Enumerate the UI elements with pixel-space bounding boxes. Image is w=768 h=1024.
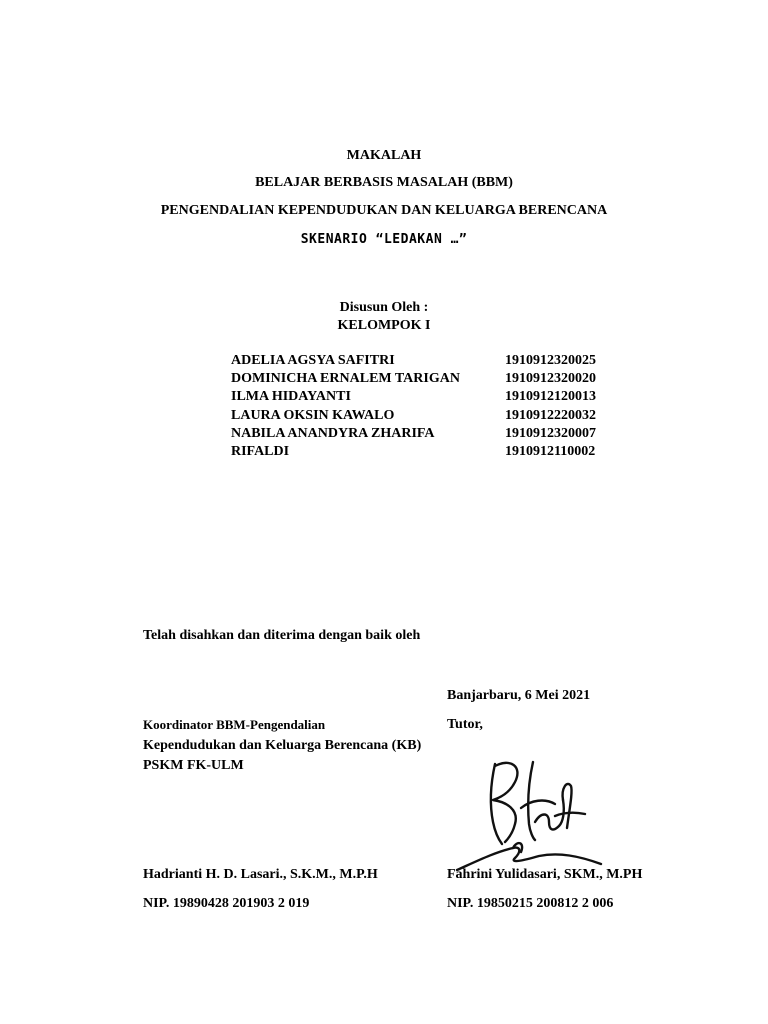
- member-nim: 1910912320020: [505, 371, 596, 387]
- member-name: RIFALDI: [231, 443, 290, 459]
- compiled-by-label: Disusun Oleh :: [339, 300, 429, 315]
- course-title: BELAJAR BERBASIS MASALAH (BBM): [255, 175, 513, 190]
- left-signatory-nip: NIP. 19890428 201903 2 019: [143, 896, 310, 911]
- signature-image: [455, 752, 605, 882]
- doc-type-title: MAKALAH: [346, 148, 422, 163]
- scenario-title: SKENARIO “LEDAKAN …”: [300, 232, 468, 247]
- member-nim: 1910912220032: [505, 407, 596, 423]
- list-item: [231, 407, 631, 425]
- list-item: [231, 443, 631, 461]
- group-name: KELOMPOK I: [337, 318, 431, 333]
- list-item: [231, 352, 631, 370]
- member-nim: 1910912110002: [505, 443, 596, 459]
- member-name: LAURA OKSIN KAWALO: [231, 407, 395, 423]
- list-item: [231, 425, 631, 443]
- left-signatory-role-line3: PSKM FK-ULM: [143, 758, 244, 773]
- left-signatory-role-line2: Kependudukan dan Keluarga Berencana (KB): [143, 738, 422, 753]
- list-item: [231, 370, 631, 388]
- list-item: [231, 388, 631, 406]
- member-nim: 1910912120013: [505, 389, 596, 405]
- member-nim: 1910912320007: [505, 425, 596, 441]
- member-name: ILMA HIDAYANTI: [231, 389, 351, 405]
- member-name: DOMINICHA ERNALEM TARIGAN: [231, 371, 460, 387]
- member-name: ADELIA AGSYA SAFITRI: [231, 353, 395, 368]
- right-signatory-nip: NIP. 19850215 200812 2 006: [447, 896, 614, 911]
- member-nim: 1910912320025: [505, 353, 596, 368]
- place-date: Banjarbaru, 6 Mei 2021: [447, 688, 591, 703]
- topic-title: PENGENDALIAN KEPENDUDUKAN DAN KELUARGA BERENCANA: [160, 203, 608, 218]
- approval-statement: Telah disahkan dan diterima dengan baik oleh: [143, 628, 421, 643]
- right-signatory-role: Tutor,: [447, 717, 483, 732]
- left-signatory-role-line1: Koordinator BBM-Pengendalian: [143, 717, 326, 732]
- left-signatory-name: Hadrianti H. D. Lasari., S.K.M., M.P.H: [143, 867, 378, 882]
- right-signatory-name: Fahrini Yulidasari, SKM., M.PH: [447, 867, 643, 882]
- member-list: [231, 352, 631, 461]
- member-name: NABILA ANANDYRA ZHARIFA: [231, 425, 435, 441]
